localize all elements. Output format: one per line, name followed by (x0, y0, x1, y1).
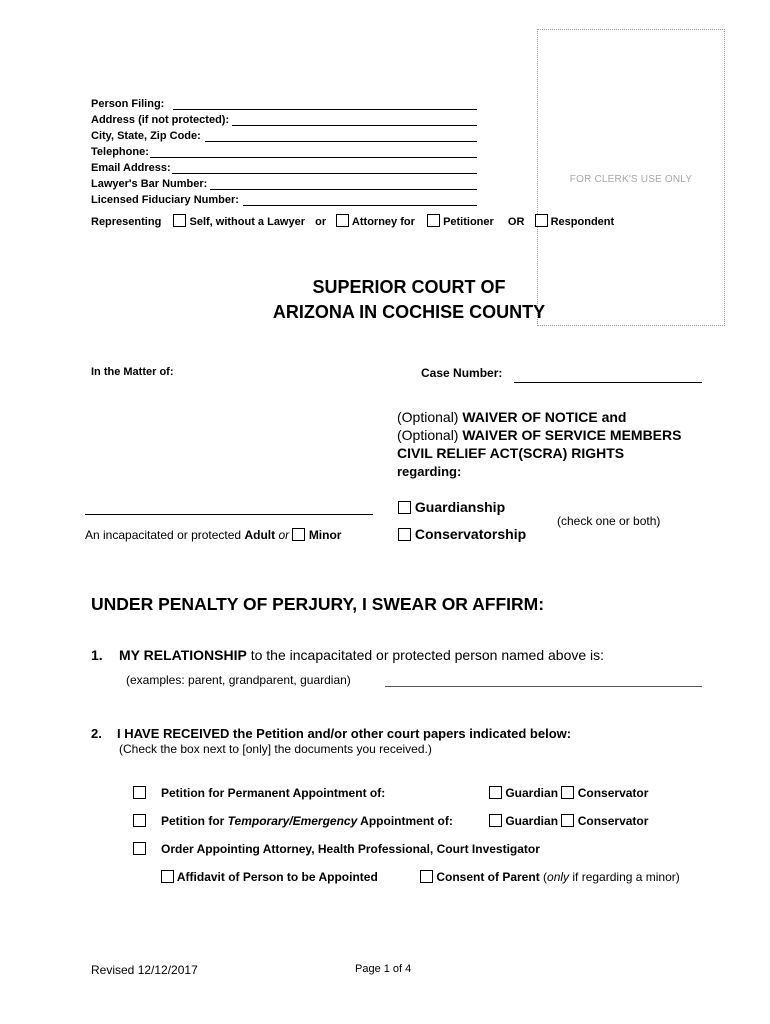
section-2-instruction: (Check the box next to [only] the documents you received.) (119, 742, 432, 756)
temporary-emergency-label: Temporary/Emergency (227, 814, 358, 828)
waiver-service-title: WAIVER OF SERVICE MEMBERS (462, 427, 682, 443)
self-label: Self, without a Lawyer (189, 216, 306, 228)
fiduciary-number-label: Licensed Fiduciary Number: (91, 194, 239, 206)
waiver-notice-title: WAIVER OF NOTICE and (462, 409, 627, 425)
court-title-line1: SUPERIOR COURT OF (312, 277, 506, 297)
bar-number-field[interactable] (210, 189, 477, 190)
section-1-text (119, 647, 604, 663)
temporary-prefix: Petition for (161, 814, 228, 828)
address-field[interactable] (232, 125, 477, 126)
petitioner-label: Petitioner (443, 216, 494, 228)
incapacitated-label: An incapacitated or protected (85, 528, 242, 542)
permanent-petition-label: Petition for Permanent Appointment of: (161, 786, 386, 800)
oath-heading: UNDER PENALTY OF PERJURY, I SWEAR OR AFFIRM: (91, 594, 545, 614)
email-field[interactable] (172, 173, 477, 174)
temporary-guardian-checkbox[interactable] (489, 814, 502, 827)
temporary-conservator-label: Conservator (577, 814, 649, 828)
case-number-field[interactable] (514, 382, 702, 383)
relationship-field[interactable] (385, 686, 702, 687)
person-filing-field[interactable] (173, 109, 477, 110)
affidavit-option (161, 870, 378, 884)
person-filing-label: Person Filing: (91, 98, 165, 110)
attorney-checkbox[interactable] (336, 214, 349, 227)
order-appointing-label: Order Appointing Attorney, Health Professional, Court Investigator (161, 842, 540, 856)
telephone-label: Telephone: (91, 146, 149, 158)
guardianship-checkbox[interactable] (398, 501, 411, 514)
adult-label: Adult (244, 528, 276, 542)
affidavit-checkbox[interactable] (161, 870, 174, 883)
regarding-label: regarding: (397, 464, 462, 479)
waiver-notice-line (397, 409, 626, 425)
self-checkbox[interactable] (173, 214, 186, 227)
relationship-examples: (examples: parent, grandparent, guardian) (126, 673, 351, 687)
petitioner-checkbox[interactable] (427, 214, 440, 227)
optional-label: (Optional) (397, 409, 459, 425)
revised-date: Revised 12/12/2017 (91, 963, 198, 977)
representing-row (91, 214, 614, 228)
consent-open: ( (539, 870, 548, 884)
person-type-row (85, 528, 341, 542)
or-italic-label: or (278, 528, 290, 542)
relationship-label: MY RELATIONSHIP (119, 647, 247, 663)
consent-option (420, 870, 680, 884)
permanent-conservator-label: Conservator (577, 786, 649, 800)
section-2-number: 2. (91, 726, 102, 741)
conservatorship-label: Conservatorship (414, 526, 527, 542)
email-label: Email Address: (91, 162, 171, 174)
section-2-heading: I HAVE RECEIVED the Petition and/or other court papers indicated below: (117, 726, 572, 741)
consent-only: only (547, 870, 570, 884)
permanent-options (489, 786, 648, 800)
or-label: or (315, 216, 327, 228)
consent-rest: if regarding a minor) (569, 870, 680, 884)
temporary-suffix: Appointment of: (357, 814, 453, 828)
matter-label: In the Matter of: (91, 366, 174, 378)
minor-checkbox[interactable] (292, 528, 305, 541)
check-note: (check one or both) (557, 514, 661, 528)
section-1-number: 1. (91, 647, 103, 663)
affidavit-label: Affidavit of Person to be Appointed (176, 870, 378, 884)
city-state-zip-field[interactable] (205, 141, 477, 142)
consent-label: Consent of Parent (436, 870, 540, 884)
temporary-petition-checkbox[interactable] (133, 814, 146, 827)
fiduciary-number-field[interactable] (243, 205, 477, 206)
scra-line: CIVIL RELIEF ACT(SCRA) RIGHTS (397, 445, 625, 461)
waiver-service-line (397, 427, 681, 443)
conservatorship-checkbox[interactable] (398, 528, 411, 541)
relationship-text: to the incapacitated or protected person named above is: (246, 647, 605, 663)
permanent-petition-checkbox[interactable] (133, 786, 146, 799)
attorney-label: Attorney for (351, 216, 415, 228)
temporary-options (489, 814, 648, 828)
person-name-field[interactable] (85, 514, 373, 515)
permanent-conservator-checkbox[interactable] (561, 786, 574, 799)
permanent-guardian-checkbox[interactable] (489, 786, 502, 799)
city-state-zip-label: City, State, Zip Code: (91, 130, 201, 142)
temporary-petition-label (161, 814, 453, 828)
permanent-guardian-label: Guardian (505, 786, 559, 800)
optional-label-2: (Optional) (397, 427, 459, 443)
temporary-conservator-checkbox[interactable] (561, 814, 574, 827)
bar-number-label: Lawyer's Bar Number: (91, 178, 208, 190)
consent-checkbox[interactable] (420, 870, 433, 883)
page-number: Page 1 of 4 (355, 963, 412, 975)
temporary-guardian-label: Guardian (505, 814, 559, 828)
conservatorship-option (398, 526, 526, 542)
clerk-use-label: FOR CLERK'S USE ONLY (569, 174, 693, 185)
case-number-label: Case Number: (421, 366, 503, 380)
representing-label: Representing (91, 216, 162, 228)
or-caps-label: OR (507, 216, 525, 228)
address-label: Address (if not protected): (91, 114, 230, 126)
guardianship-option (398, 499, 505, 515)
guardianship-label: Guardianship (414, 499, 506, 515)
respondent-checkbox[interactable] (535, 214, 548, 227)
order-appointing-checkbox[interactable] (133, 842, 146, 855)
telephone-field[interactable] (150, 157, 477, 158)
court-title-line2: ARIZONA IN COCHISE COUNTY (272, 302, 546, 322)
minor-label: Minor (308, 528, 342, 542)
respondent-label: Respondent (550, 216, 615, 228)
